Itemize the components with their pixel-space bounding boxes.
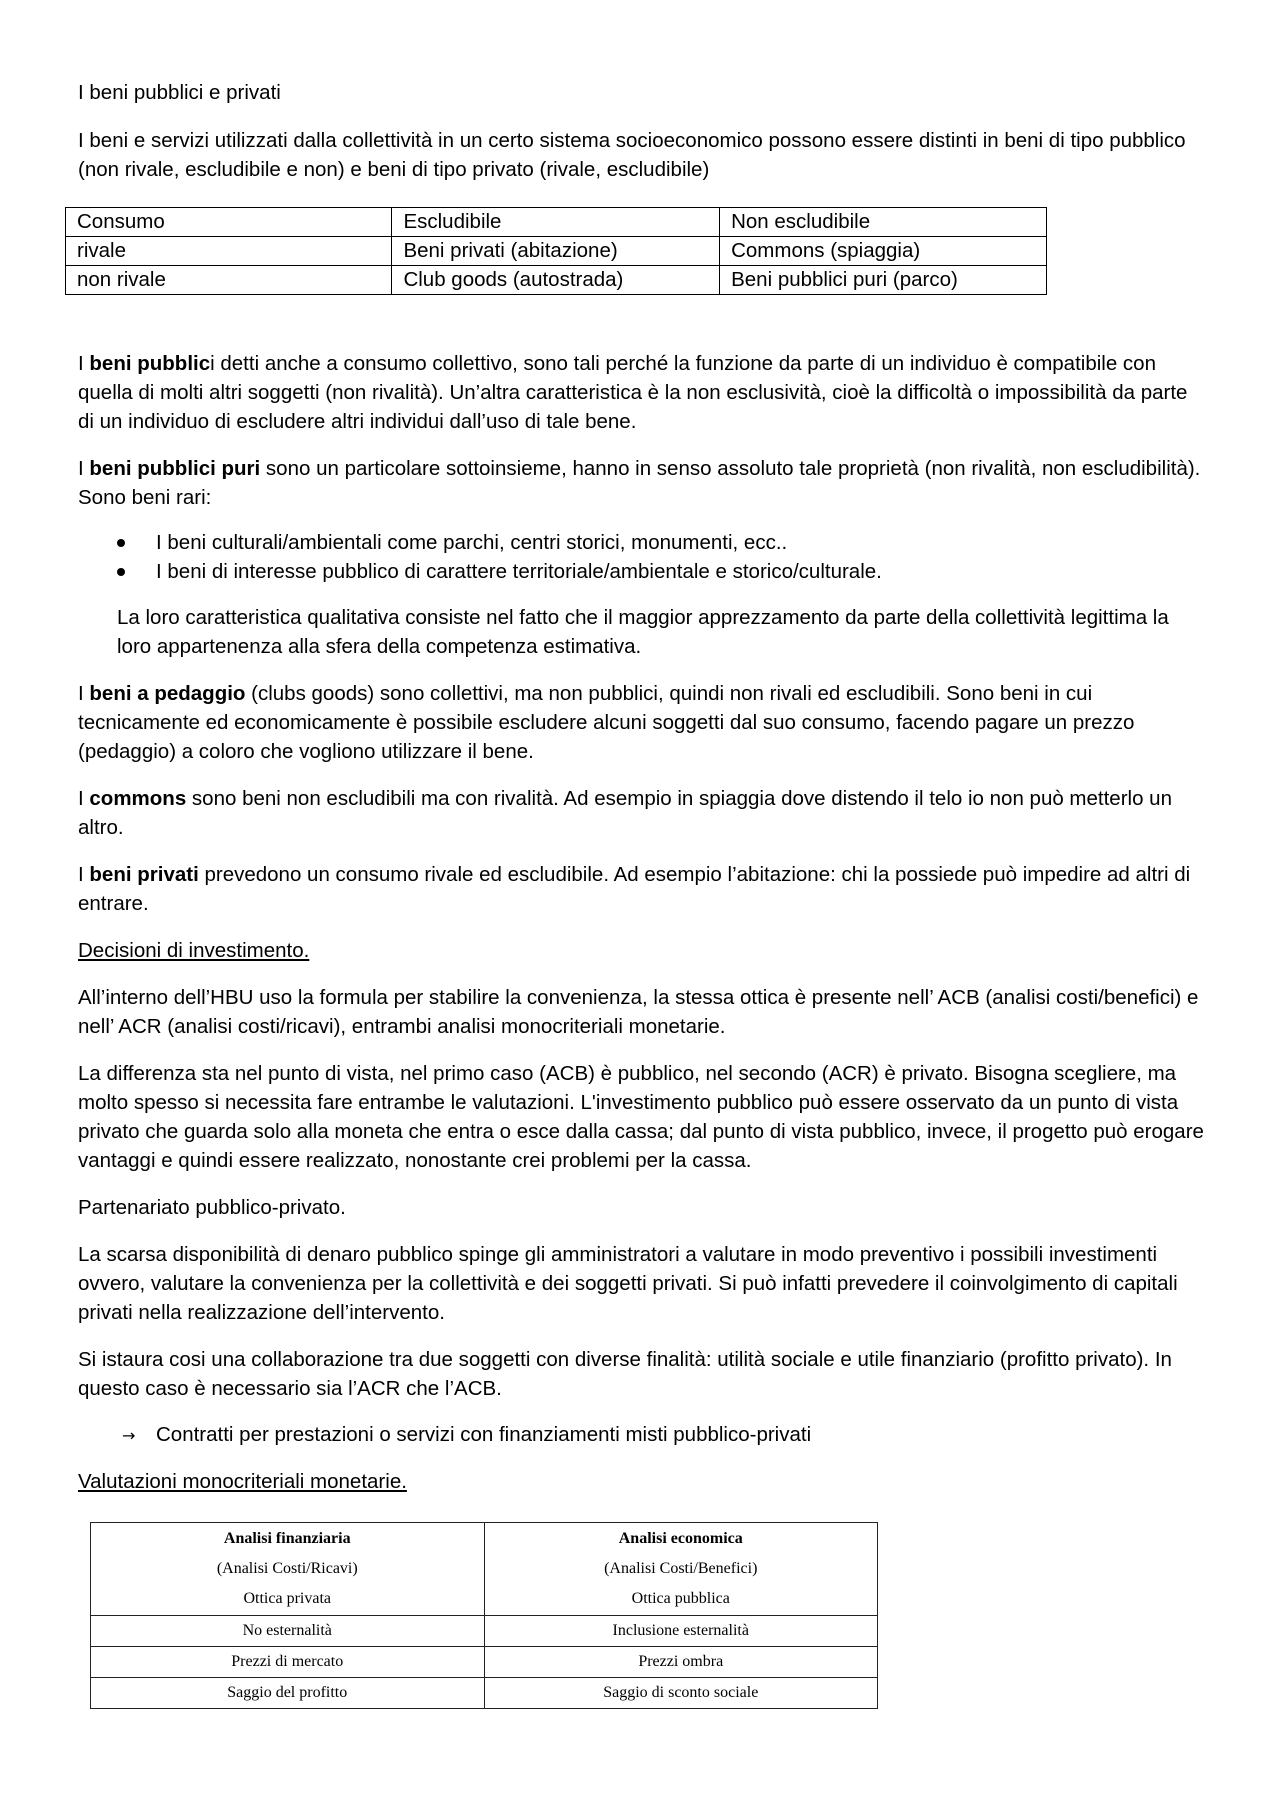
table-cell: Prezzi di mercato	[91, 1647, 485, 1678]
table-cell: Saggio di sconto sociale	[484, 1678, 878, 1709]
table-cell	[484, 1523, 878, 1616]
table-cell: rivale	[66, 237, 392, 266]
scarsa-paragraph: La scarsa disponibilità di denaro pubblico spinge gli amministratori a valutare in modo preventivo i possibili investimenti ovvero, valutare la convenienza per la collettività e dei soggetti privati. Si può infatti prevedere il coinvolgimento di capitali privati nella realizzazione dell’intervento.	[78, 1243, 1178, 1324]
heading-valutazioni: Valutazioni monocriteriali monetarie.	[78, 1470, 407, 1493]
table-row	[91, 1523, 878, 1616]
bullet-icon	[117, 568, 125, 576]
table-row	[91, 1647, 878, 1678]
intro-paragraph: I beni e servizi utilizzati dalla collettività in un certo sistema socioeconomico possono essere distinti in beni di tipo pubblico (non rivale, escludibile e non) e beni di tipo privato (rivale, escludibile)	[78, 129, 1186, 181]
valutazioni-table	[90, 1522, 878, 1709]
heading-investimento: Decisioni di investimento.	[78, 939, 310, 962]
table-cell: non rivale	[66, 266, 392, 295]
table-cell	[91, 1523, 485, 1616]
differenza-paragraph: La differenza sta nel punto di vista, nel primo caso (ACB) è pubblico, nel secondo (ACR) è privato. Bisogna scegliere, ma molto spesso si necessita fare entrambe le valutazioni. L'investimento pubblico può essere osservato da un punto di vista privato che guarda solo alla moneta che entra o esce dalla cassa; dal punto di vista pubblico, invece, il progetto può erogare vantaggi e quindi essere realizzato, nonostante crei problemi per la cassa.	[78, 1062, 1204, 1172]
left-head-ottica: Ottica privata	[243, 1590, 331, 1607]
table-cell: Saggio del profitto	[91, 1678, 485, 1709]
table-cell: No esternalità	[91, 1616, 485, 1647]
beni-pubblici-paragraph: I beni pubblici detti anche a consumo collettivo, sono tali perché la funzione da parte di un individuo è compatibile con quella di molti altri soggetti (non rivalità). Un’altra caratteristica è la non esclusività, cioè la difficoltà o impossibilità da parte di un individuo di escludere altri individui dall’uso di tale bene.	[78, 352, 1188, 433]
table-cell: Prezzi ombra	[484, 1647, 878, 1678]
table-cell: Escludibile	[392, 208, 720, 237]
heading-partenariato: Partenariato pubblico-privato.	[78, 1196, 346, 1219]
right-head-title: Analisi economica	[618, 1530, 743, 1547]
table-row	[91, 1616, 878, 1647]
bullet-list	[117, 528, 1197, 586]
commons-paragraph: I commons sono beni non escludibili ma con rivalità. Ad esempio in spiaggia dove distendo il telo io non può metterlo un altro.	[78, 787, 1172, 839]
arrow-right-icon: →	[122, 1426, 136, 1445]
list-item: I beni culturali/ambientali come parchi, centri storici, monumenti, ecc..	[117, 528, 1197, 557]
term-beni-pubblici-puri: beni pubblici puri	[89, 457, 261, 480]
istaura-paragraph: Si istaura cosi una collaborazione tra due soggetti con diverse finalità: utilità sociale e utile finanziario (profitto privato). In questo caso è necessario sia l’ACR che l’ACB.	[78, 1348, 1172, 1400]
table-cell: Inclusione esternalità	[484, 1616, 878, 1647]
table-cell: Club goods (autostrada)	[392, 266, 720, 295]
term-beni-pubblici: beni pubblic	[89, 352, 211, 375]
list-item: I beni di interesse pubblico di carattere territoriale/ambientale e storico/culturale.	[117, 557, 1197, 586]
arrow-list-item: → Contratti per prestazioni o servizi con finanziamenti misti pubblico-privati	[122, 1420, 1202, 1450]
left-head-subtitle: (Analisi Costi/Ricavi)	[216, 1560, 358, 1577]
table-cell: Beni privati (abitazione)	[392, 237, 720, 266]
bullet-icon	[117, 539, 125, 547]
term-beni-pedaggio: beni a pedaggio	[89, 682, 246, 705]
bullets-note: La loro caratteristica qualitativa consiste nel fatto che il maggior apprezzamento da parte della collettività legittima la loro appartenenza alla sfera della competenza estimativa.	[117, 606, 1169, 658]
beni-privati-paragraph: I beni privati prevedono un consumo rivale ed escludibile. Ad esempio l’abitazione: chi la possiede può impedire ad altri di entrare.	[78, 863, 1191, 915]
table-row	[91, 1678, 878, 1709]
table-row	[66, 237, 1047, 266]
left-head-title: Analisi finanziaria	[223, 1530, 351, 1547]
table-cell: Commons (spiaggia)	[720, 237, 1047, 266]
table-row	[66, 208, 1047, 237]
table-cell: Non escludibile	[720, 208, 1047, 237]
beni-pedaggio-paragraph: I beni a pedaggio (clubs goods) sono collettivi, ma non pubblici, quindi non rivali ed escludibili. Sono beni in cui tecnicamente ed economicamente è possibile escludere alcuni soggetti dal suo consumo, facendo pagare un prezzo (pedaggio) a coloro che vogliono utilizzare il bene.	[78, 682, 1135, 763]
hbu-paragraph: All’interno dell’HBU uso la formula per stabilire la convenienza, la stessa ottica è presente nell’ ACB (analisi costi/benefici) e nell’ ACR (analisi costi/ricavi), entrambi analisi monocriteriali monetarie.	[78, 986, 1199, 1038]
table-cell: Beni pubblici puri (parco)	[720, 266, 1047, 295]
right-head-ottica: Ottica pubblica	[631, 1590, 730, 1607]
table-cell: Consumo	[66, 208, 392, 237]
page-title: I beni pubblici e privati	[78, 81, 281, 104]
term-beni-privati: beni privati	[89, 863, 199, 886]
beni-pubblici-puri-paragraph: I beni pubblici puri sono un particolare sottoinsieme, hanno in senso assoluto tale proprietà (non rivalità, non escludibilità). Sono beni rari:	[78, 457, 1201, 509]
goods-classification-table	[65, 207, 1047, 295]
table-row	[66, 266, 1047, 295]
right-head-subtitle: (Analisi Costi/Benefici)	[604, 1560, 758, 1577]
term-commons: commons	[89, 787, 187, 810]
